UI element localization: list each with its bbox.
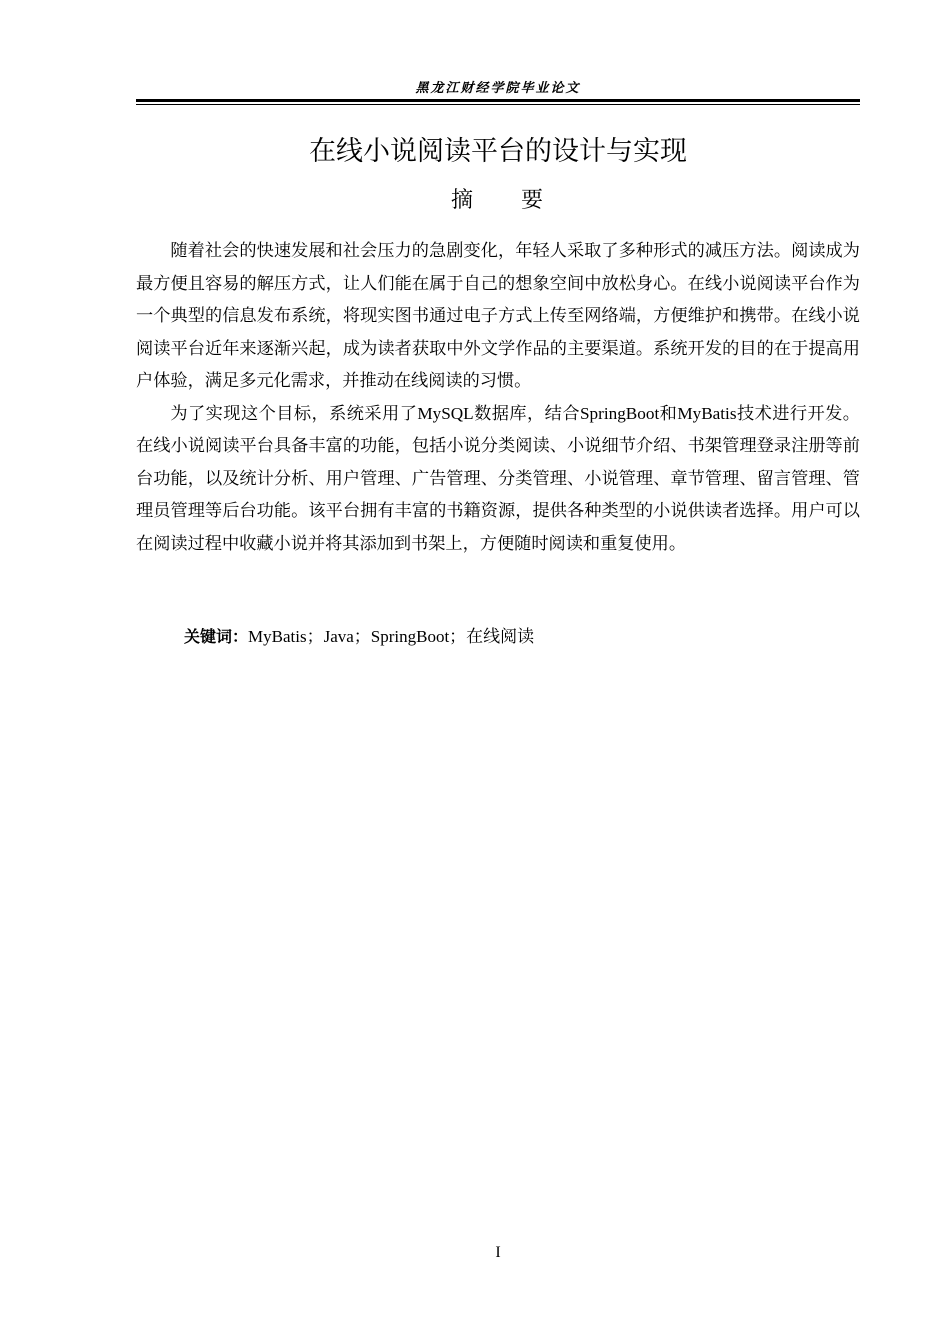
abstract-paragraph-1: 随着社会的快速发展和社会压力的急剧变化，年轻人采取了多种形式的减压方法。阅读成为最方便且容易的解压方式，让人们能在属于自己的想象空间中放松身心。在线小说阅读平台作为一个典型的信息发布系统，将现实图书通过电子方式上传至网络端，方便维护和携带。在线小说阅读平台近年来逐渐兴起，成为读者获取中外文学作品的主要渠道。系统开发的目的在于提高用户体验，满足多元化需求，并推动在线阅读的习惯。 xyxy=(136,241,860,390)
abstract-heading-char-2: 要 xyxy=(521,188,546,213)
running-header: 黑龙江财经学院毕业论文 xyxy=(415,81,581,96)
page-number: I xyxy=(495,1244,501,1261)
keywords-text: MyBatis；Java；SpringBoot；在线阅读 xyxy=(248,627,535,646)
header-rule-thin xyxy=(136,104,860,105)
abstract-heading-char-1: 摘 xyxy=(450,188,475,213)
abstract-heading xyxy=(136,184,860,218)
abstract-body xyxy=(136,235,860,560)
keywords-label: 关键词： xyxy=(184,627,249,646)
header-rule-thick xyxy=(136,99,860,102)
keywords-line xyxy=(184,622,534,652)
paper-title: 在线小说阅读平台的设计与实现 xyxy=(309,136,687,167)
abstract-paragraph-2: 为了实现这个目标，系统采用了MySQL数据库，结合SpringBoot和MyBatis技术进行开发。在线小说阅读平台具备丰富的功能，包括小说分类阅读、小说细节介绍、书架管理登录注册等前台功能，以及统计分析、用户管理、广告管理、分类管理、小说管理、章节管理、留言管理、管理员管理等后台功能。该平台拥有丰富的书籍资源，提供各种类型的小说供读者选择。用户可以在阅读过程中收藏小说并将其添加到书架上，方便随时阅读和重复使用。 xyxy=(136,403,860,553)
